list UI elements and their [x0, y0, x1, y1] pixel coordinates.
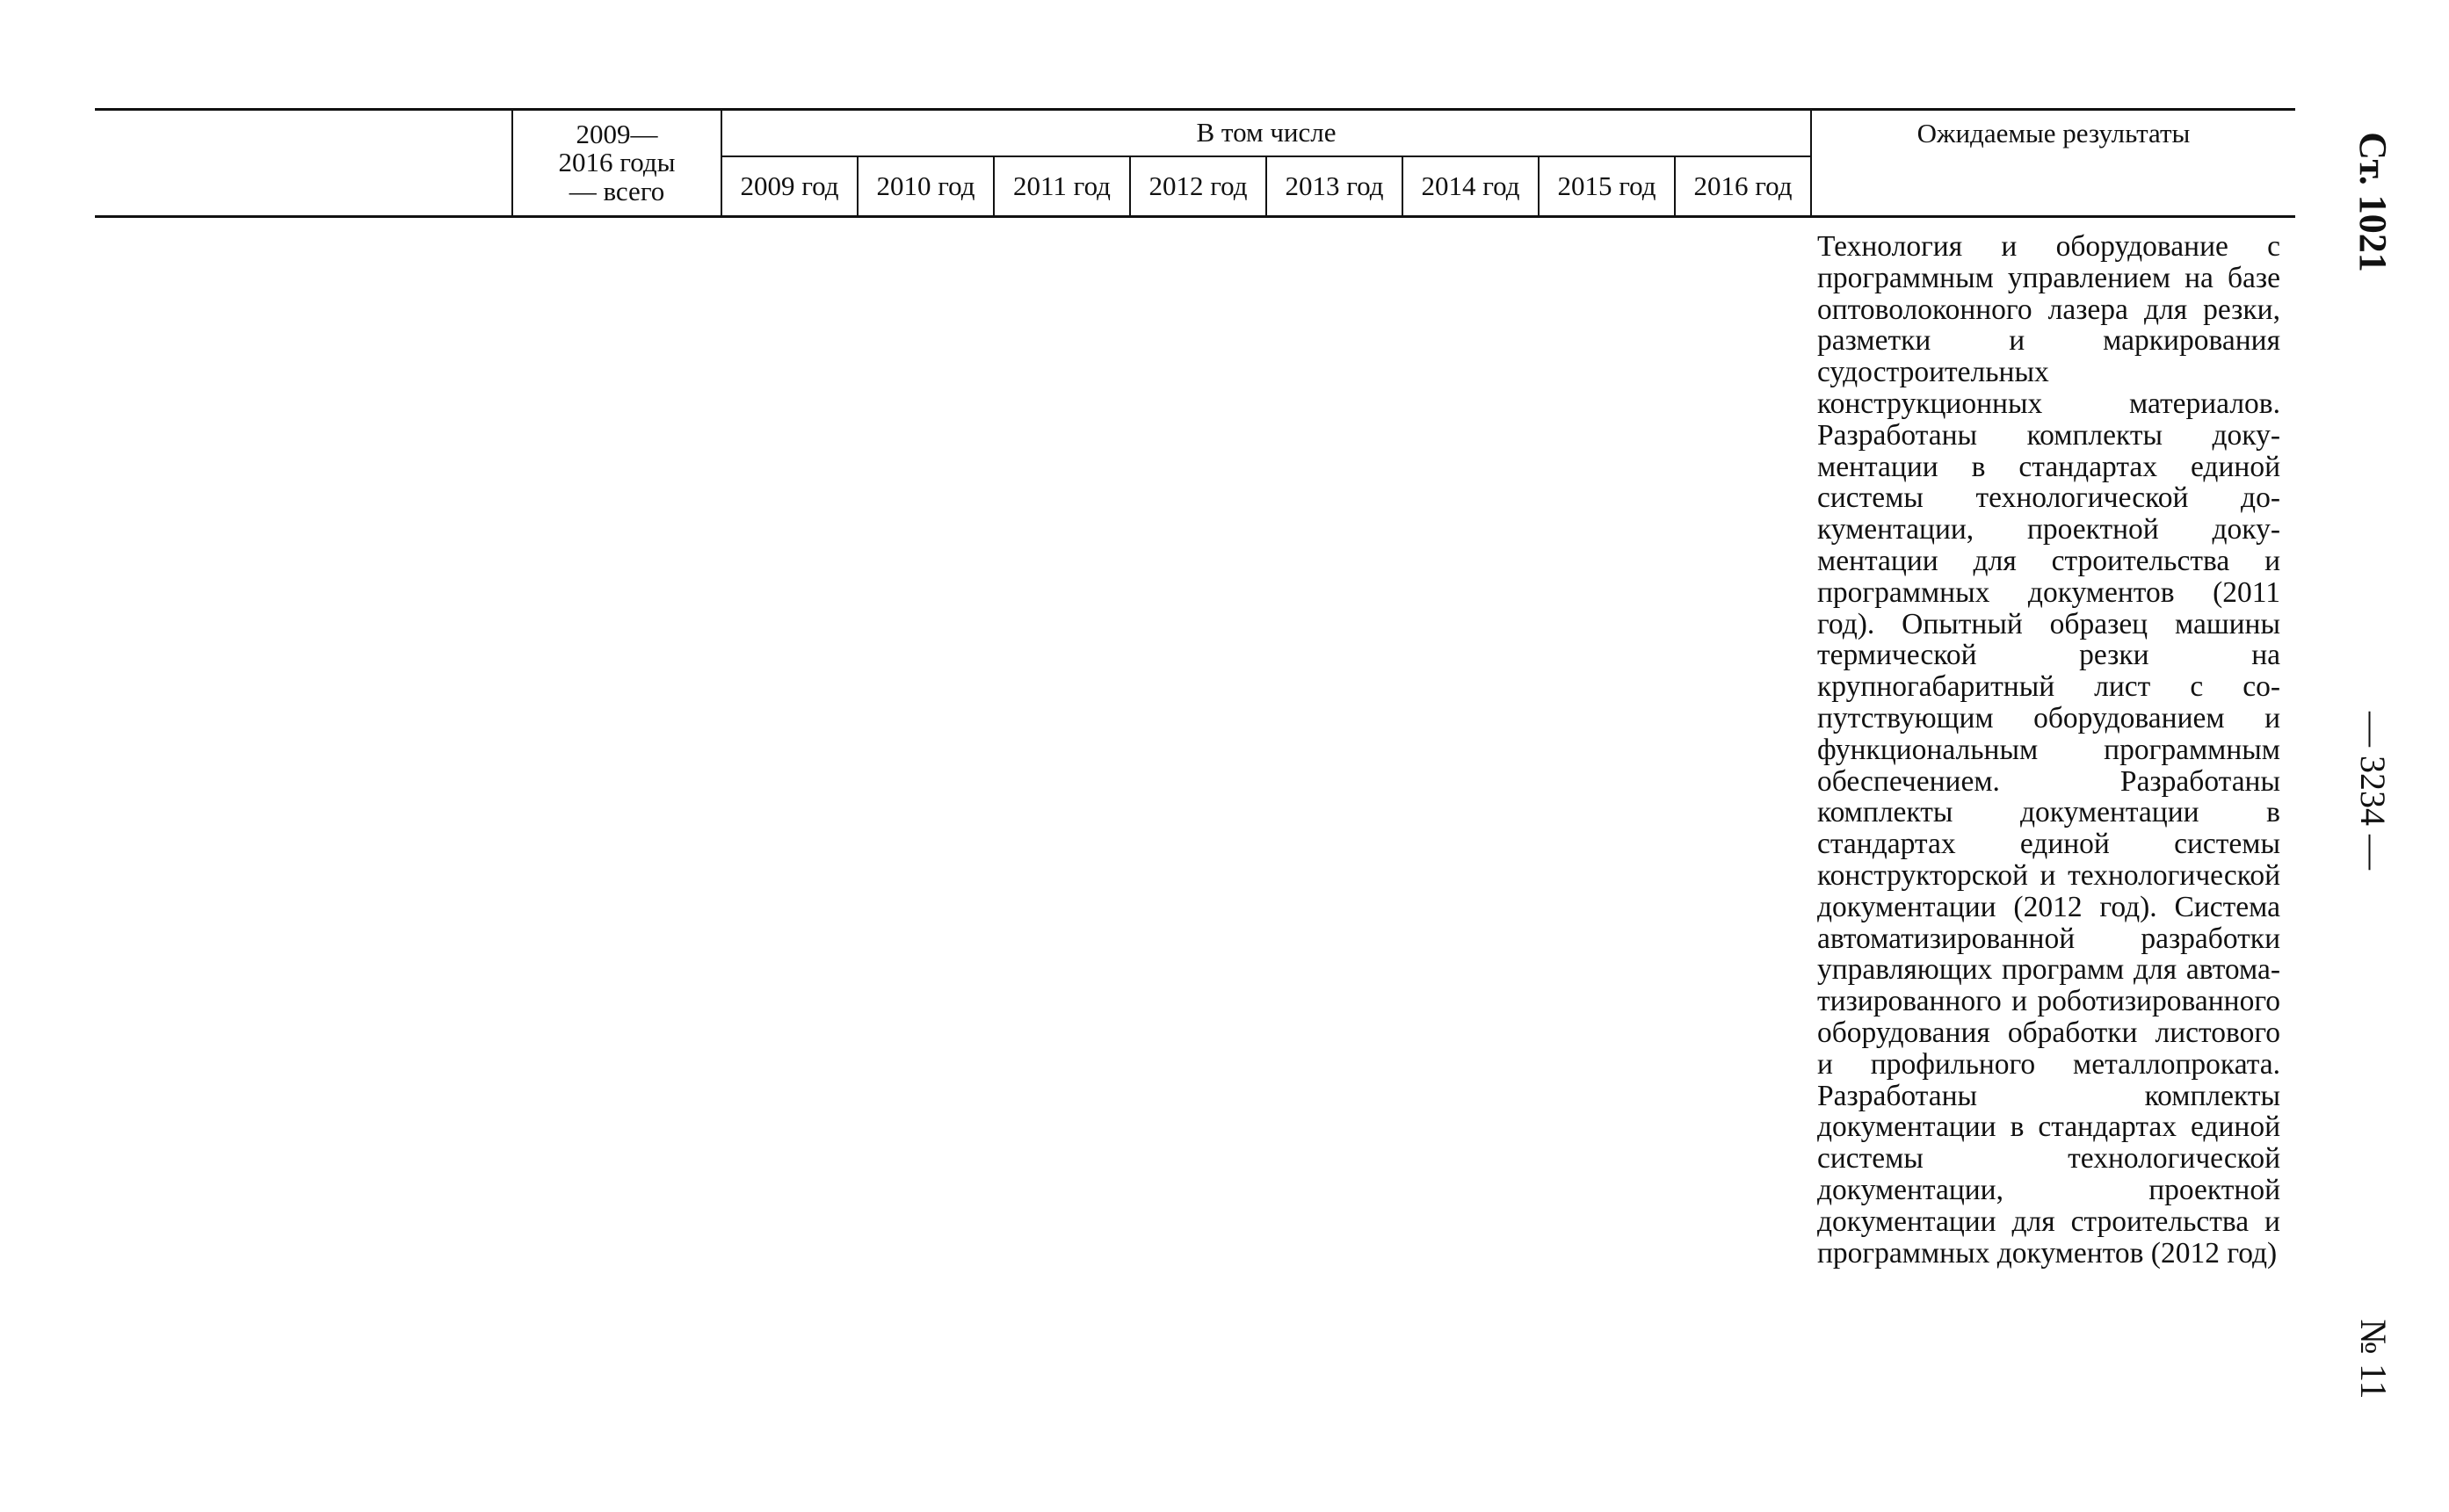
center-page-number: — 3234 — — [2353, 712, 2393, 870]
header-year-2010: 2010 год — [858, 156, 994, 217]
header-total-years — [512, 110, 721, 217]
header-year-2014: 2014 год — [1402, 156, 1539, 217]
issue-number: № 11 — [2352, 1319, 2393, 1400]
header-including: В том числе — [721, 110, 1811, 157]
total-years-label: 2009— 2016 годы — всего — [558, 118, 676, 206]
table-header — [95, 108, 2295, 218]
header-year-2009: 2009 год — [721, 156, 858, 217]
header-year-2015: 2015 год — [1539, 156, 1675, 217]
header-year-2013: 2013 год — [1266, 156, 1402, 217]
header-year-2012: 2012 год — [1130, 156, 1266, 217]
page-reference: Ст. 1021 — [2351, 132, 2395, 272]
header-year-2011: 2011 год — [994, 156, 1130, 217]
header-expected-results: Ожидаемые результаты — [1811, 110, 2295, 217]
header-cell-blank — [95, 110, 512, 217]
header-year-2016: 2016 год — [1675, 156, 1811, 217]
expected-results-text: Технология и оборудование с программным управлением на базе оптоволоконного лазера для резки, разметки и маркирования судостроительных конструкционных материалов. Разработаны комплекты документации в стандартах единой системы технологической документации, проектной документации для строительства и программных документов (2011 год). Опытный образец машины термической резки на крупногабаритный лист с сопутствующим оборудованием и функциональным программным обеспечением. Разработаны комплекты документации в стандартах единой системы конструкторской и технологической документации (2012 год). Система автоматизированной разработки управляющих программ для автоматизированного и роботизированного оборудования обработки листового и профильного металлопроката. Разработаны комплекты документации в стандартах единой системы технологической документации, проектной документации для строительства и программных документов (2012 год) — [1817, 230, 2280, 1270]
